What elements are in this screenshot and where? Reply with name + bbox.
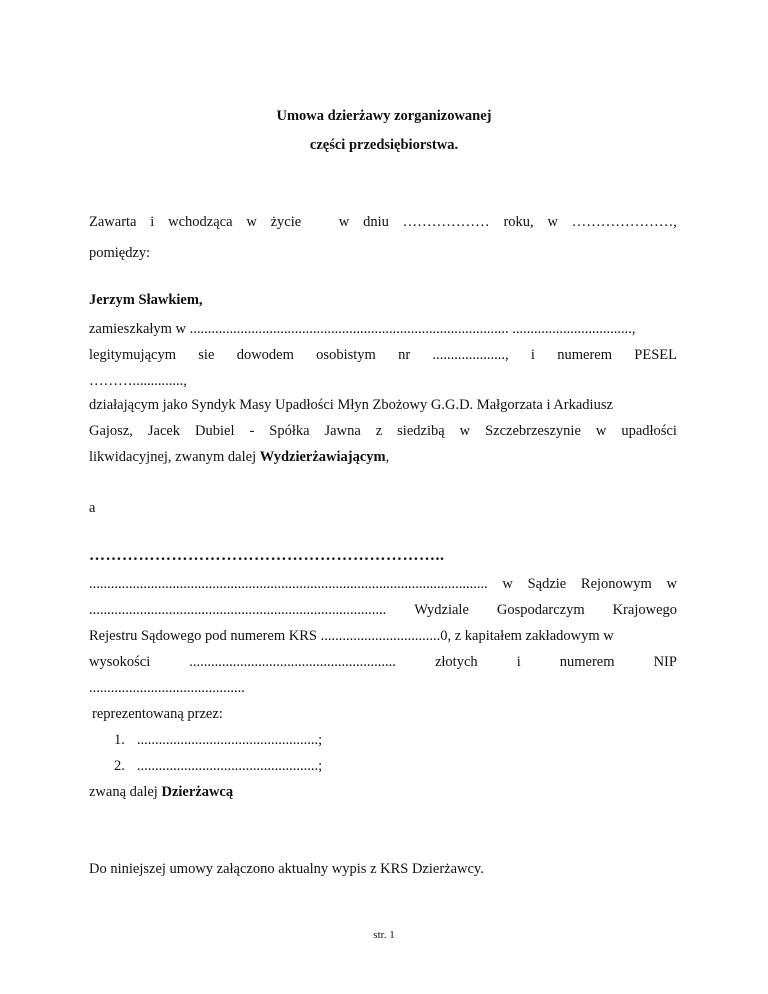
id-word: numerem [557,347,612,363]
city-placeholder: .................................................................................. [89,602,387,618]
called-text: zwaną dalej [89,784,162,800]
conjunction: a [89,500,96,516]
role-word: Jacek [147,423,181,439]
text-word: i [516,654,521,670]
lessee-called [89,784,233,801]
id-word: dowodem [236,347,294,363]
id-word: i [530,347,535,363]
intro-gap [315,214,325,231]
text-word: numerem [559,654,615,670]
representative-2 [114,758,322,775]
role-text: , [385,449,390,465]
title-line-1: Umowa dzierżawy zorganizowanej [276,108,492,124]
representative-placeholder: ..................................................; [136,758,323,774]
text-word: Sądzie [527,576,567,592]
capital-placeholder: ......................................................... [189,654,396,670]
party1-id-line [89,347,677,364]
party2-line-4 [89,654,677,671]
list-number: 1. [114,732,125,748]
intro-word: dniu [363,214,389,230]
party2-line-1 [89,576,677,593]
role-word: z [375,423,383,439]
intro-line-1 [89,214,677,231]
text-word: Rejonowym [580,576,652,592]
id-word: nr [398,347,411,363]
intro-word: w [246,214,257,230]
party1-role-line-1: działającym jako Syndyk Masy Upadłości Młyn Zbożowy G.G.D. Małgorzata i Arkadiusz [89,397,613,413]
party1-role-line-2 [89,423,677,440]
nip-placeholder: ........................................... [89,680,245,696]
intro-word: i [150,214,155,230]
id-word: PESEL [634,347,677,363]
court-placeholder: .............................................................................................................. [89,576,488,592]
role-word: w [595,423,607,439]
party1-role-line-3 [89,449,389,466]
id-number-placeholder: ...................., [432,347,509,363]
title-line-2: części przedsiębiorstwa. [309,137,459,153]
list-number: 2. [114,758,125,774]
place-placeholder: …………………, [571,214,677,230]
text-word: w [502,576,513,592]
party2-line-3: Rejestru Sądowego pod numerem KRS .................................0, z kapitałem zakładowym w [89,628,614,644]
intro-word: w [338,214,350,230]
intro-line-2: pomiędzy: [89,245,151,261]
role-word: upadłości [621,423,677,439]
text-word: Gospodarczym [496,602,585,618]
text-word: w [666,576,677,592]
text-word: Krajowego [612,602,677,618]
representative-placeholder: ..................................................; [136,732,323,748]
intro-word: roku, [503,214,534,230]
text-word: Wydziale [414,602,469,618]
lessor-term: Wydzierżawiającym [259,449,386,465]
representative-1 [114,732,322,749]
represented-by: reprezentowaną przez: [92,706,223,722]
role-word: w [459,423,471,439]
role-word: Dubiel [195,423,235,439]
role-word: Gajosz, [89,423,133,439]
pesel-placeholder: ……….............., [89,373,187,389]
intro-word: wchodząca [168,214,233,230]
text-word: złotych [434,654,478,670]
id-word: sie [198,347,215,363]
page-number: str. 1 [373,929,395,941]
party2-line-2 [89,602,677,619]
party1-residence: zamieszkałym w ........................................................................................ ................................., [89,321,636,337]
role-word: Jawna [324,423,361,439]
role-word: siedzibą [397,423,445,439]
id-word: legitymującym [89,347,176,363]
intro-word: w [547,214,558,230]
party1-name: Jerzym Sławkiem, [89,292,203,308]
text-word: wysokości [89,654,151,670]
role-word: - [249,423,255,439]
date-placeholder: ……………… [402,214,490,230]
lessee-term: Dzierżawcą [161,784,234,800]
intro-word: życie [270,214,302,230]
intro-word: Zawarta [89,214,137,230]
attachment-note: Do niniejszej umowy załączono aktualny wypis z KRS Dzierżawcy. [89,861,484,877]
role-word: Szczebrzeszynie [485,423,581,439]
text-word: NIP [653,654,677,670]
id-word: osobistym [316,347,376,363]
role-text: likwidacyjnej, zwanym dalej [89,449,260,465]
party2-name-placeholder: ……………………………………………………….. [89,547,445,564]
role-word: Spółka [269,423,310,439]
